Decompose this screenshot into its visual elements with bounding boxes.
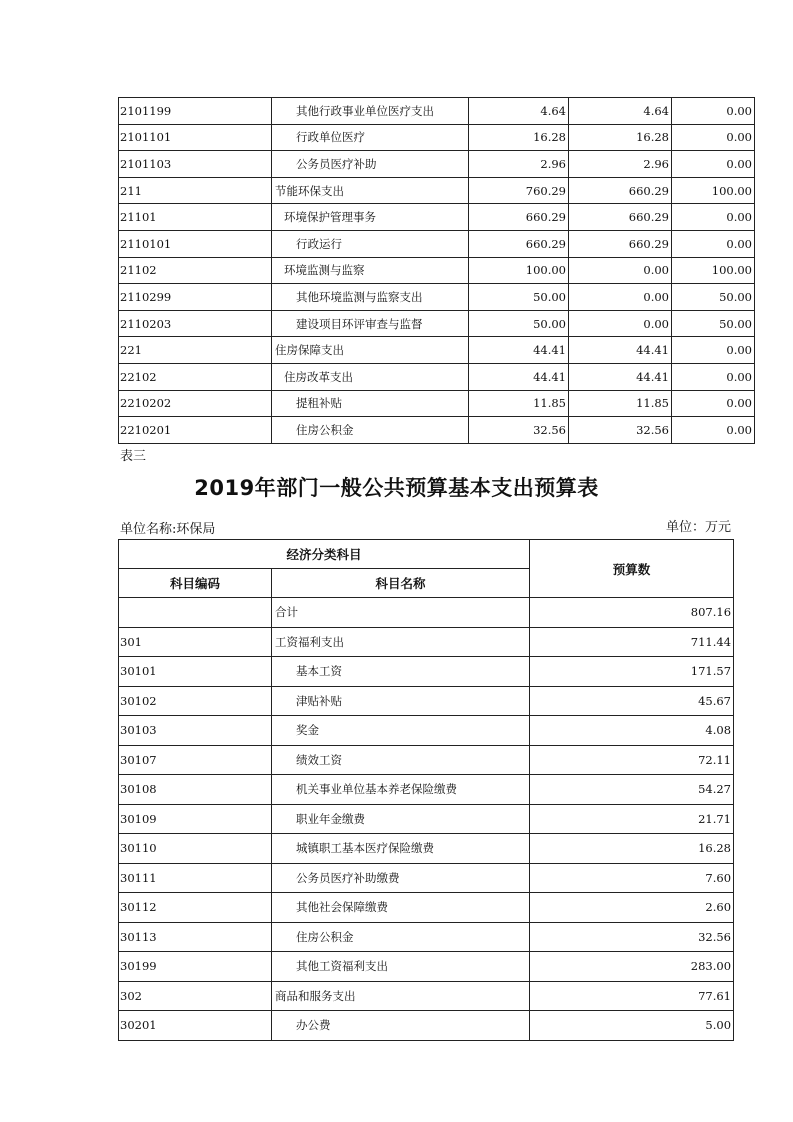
- subject-name-cell: 其他环境监测与监察支出: [272, 284, 469, 311]
- subject-name-cell: 基本工资: [272, 657, 530, 687]
- subject-name-cell: 奖金: [272, 716, 530, 746]
- budget-amount-cell: 21.71: [530, 804, 734, 834]
- basic-amount-cell: 11.85: [569, 390, 672, 417]
- page-title: 2019年部门一般公共预算基本支出预算表: [194, 476, 599, 500]
- subject-name-cell: 公务员医疗补助: [272, 151, 469, 178]
- subject-name-cell: 商品和服务支出: [272, 981, 530, 1011]
- table-row: [119, 1011, 734, 1041]
- budget-amount-cell: 16.28: [530, 834, 734, 864]
- subject-name-cell: 绩效工资: [272, 745, 530, 775]
- table-row: [119, 893, 734, 923]
- table-row: [119, 204, 755, 231]
- subject-name-cell: 行政运行: [272, 230, 469, 257]
- table-row: [119, 863, 734, 893]
- table-row: [119, 177, 755, 204]
- table-row: [119, 686, 734, 716]
- project-amount-cell: 0.00: [672, 390, 755, 417]
- total-amount-cell: 32.56: [469, 417, 569, 444]
- subject-code-cell: 30108: [119, 775, 272, 805]
- subject-code-cell: 30201: [119, 1011, 272, 1041]
- subject-name-cell: 住房改革支出: [272, 363, 469, 390]
- table-row: [119, 834, 734, 864]
- table-row: [119, 952, 734, 982]
- subject-name-cell: 办公费: [272, 1011, 530, 1041]
- subject-name-cell: 住房公积金: [272, 417, 469, 444]
- total-amount-cell: 660.29: [469, 204, 569, 231]
- header-subject-code: 科目编码: [119, 569, 272, 598]
- basic-amount-cell: 16.28: [569, 124, 672, 151]
- total-amount-cell: 44.41: [469, 337, 569, 364]
- project-amount-cell: 0.00: [672, 230, 755, 257]
- subject-code-cell: 2110203: [119, 310, 272, 337]
- table-row: [119, 337, 755, 364]
- subject-name-cell: 住房保障支出: [272, 337, 469, 364]
- table-row: [119, 390, 755, 417]
- table-row: [119, 598, 734, 628]
- budget-amount-cell: 7.60: [530, 863, 734, 893]
- basic-amount-cell: 32.56: [569, 417, 672, 444]
- subject-code-cell: 2101103: [119, 151, 272, 178]
- project-amount-cell: 0.00: [672, 124, 755, 151]
- subject-code-cell: 30112: [119, 893, 272, 923]
- table-row: [119, 775, 734, 805]
- subject-name-cell: 机关事业单位基本养老保险缴费: [272, 775, 530, 805]
- subject-code-cell: 30113: [119, 922, 272, 952]
- table-row: [119, 657, 734, 687]
- table-row: [119, 310, 755, 337]
- total-amount-cell: 11.85: [469, 390, 569, 417]
- table-row: [119, 124, 755, 151]
- subject-name-cell: 环境监测与监察: [272, 257, 469, 284]
- table-row: [119, 804, 734, 834]
- project-amount-cell: 0.00: [672, 337, 755, 364]
- subject-name-cell: 津贴补贴: [272, 686, 530, 716]
- table-row: [119, 981, 734, 1011]
- budget-amount-cell: 72.11: [530, 745, 734, 775]
- project-amount-cell: 0.00: [672, 417, 755, 444]
- budget-amount-cell: 4.08: [530, 716, 734, 746]
- basic-amount-cell: 660.29: [569, 230, 672, 257]
- subject-code-cell: 30199: [119, 952, 272, 982]
- subject-name-cell: 工资福利支出: [272, 627, 530, 657]
- budget-amount-cell: 32.56: [530, 922, 734, 952]
- functional-expenditure-table: [118, 97, 755, 444]
- table-number-label: 表三: [120, 449, 147, 464]
- budget-amount-cell: 77.61: [530, 981, 734, 1011]
- basic-amount-cell: 2.96: [569, 151, 672, 178]
- basic-amount-cell: 0.00: [569, 310, 672, 337]
- total-amount-cell: 2.96: [469, 151, 569, 178]
- table-row: [119, 257, 755, 284]
- total-amount-cell: 100.00: [469, 257, 569, 284]
- budget-amount-cell: 711.44: [530, 627, 734, 657]
- subject-name-cell: 其他行政事业单位医疗支出: [272, 98, 469, 125]
- project-amount-cell: 50.00: [672, 310, 755, 337]
- subject-code-cell: 30109: [119, 804, 272, 834]
- total-amount-cell: 16.28: [469, 124, 569, 151]
- subject-name-cell: 建设项目环评审查与监督: [272, 310, 469, 337]
- subject-code-cell: 30111: [119, 863, 272, 893]
- budget-amount-cell: 283.00: [530, 952, 734, 982]
- subject-code-cell: 21102: [119, 257, 272, 284]
- subject-name-cell: 其他工资福利支出: [272, 952, 530, 982]
- subject-code-cell: 21101: [119, 204, 272, 231]
- project-amount-cell: 100.00: [672, 177, 755, 204]
- total-amount-cell: 50.00: [469, 284, 569, 311]
- subject-name-cell: 公务员医疗补助缴费: [272, 863, 530, 893]
- subject-name-cell: 住房公积金: [272, 922, 530, 952]
- header-economic-category: 经济分类科目: [119, 540, 530, 569]
- table-row: [119, 230, 755, 257]
- budget-amount-cell: 54.27: [530, 775, 734, 805]
- project-amount-cell: 0.00: [672, 98, 755, 125]
- total-amount-cell: 660.29: [469, 230, 569, 257]
- subject-code-cell: 2110101: [119, 230, 272, 257]
- project-amount-cell: 100.00: [672, 257, 755, 284]
- basic-amount-cell: 44.41: [569, 337, 672, 364]
- budget-amount-cell: 2.60: [530, 893, 734, 923]
- subject-code-cell: 30110: [119, 834, 272, 864]
- subject-name-cell: 提租补贴: [272, 390, 469, 417]
- header-subject-name: 科目名称: [272, 569, 530, 598]
- total-amount-cell: 4.64: [469, 98, 569, 125]
- subject-code-cell: 30101: [119, 657, 272, 687]
- subject-code-cell: 211: [119, 177, 272, 204]
- table-row: [119, 716, 734, 746]
- table-row: [119, 922, 734, 952]
- subject-code-cell: 2210202: [119, 390, 272, 417]
- table-row: [119, 745, 734, 775]
- subject-code-cell: 2101199: [119, 98, 272, 125]
- subject-name-cell: 节能环保支出: [272, 177, 469, 204]
- table-row: [119, 417, 755, 444]
- subject-code-cell: 30103: [119, 716, 272, 746]
- table-row: [119, 363, 755, 390]
- table-row: [119, 284, 755, 311]
- subject-name-cell: 合计: [272, 598, 530, 628]
- basic-amount-cell: 4.64: [569, 98, 672, 125]
- subject-code-cell: 221: [119, 337, 272, 364]
- subject-code-cell: 301: [119, 627, 272, 657]
- basic-amount-cell: 0.00: [569, 257, 672, 284]
- subject-code-cell: [119, 598, 272, 628]
- subject-name-cell: 行政单位医疗: [272, 124, 469, 151]
- budget-amount-cell: 171.57: [530, 657, 734, 687]
- project-amount-cell: 0.00: [672, 204, 755, 231]
- subject-code-cell: 2110299: [119, 284, 272, 311]
- table-row: [119, 151, 755, 178]
- budget-amount-cell: 45.67: [530, 686, 734, 716]
- project-amount-cell: 50.00: [672, 284, 755, 311]
- header-budget-amount: 预算数: [530, 540, 734, 598]
- subject-code-cell: 2210201: [119, 417, 272, 444]
- basic-expenditure-table: [118, 539, 734, 1041]
- subject-code-cell: 30107: [119, 745, 272, 775]
- subject-name-cell: 环境保护管理事务: [272, 204, 469, 231]
- table-row: [119, 98, 755, 125]
- subject-code-cell: 22102: [119, 363, 272, 390]
- project-amount-cell: 0.00: [672, 151, 755, 178]
- basic-amount-cell: 0.00: [569, 284, 672, 311]
- budget-amount-cell: 807.16: [530, 598, 734, 628]
- subject-code-cell: 302: [119, 981, 272, 1011]
- total-amount-cell: 760.29: [469, 177, 569, 204]
- table-row: [119, 627, 734, 657]
- unit-name-label: 单位名称:环保局: [120, 522, 216, 537]
- subject-name-cell: 职业年金缴费: [272, 804, 530, 834]
- total-amount-cell: 50.00: [469, 310, 569, 337]
- subject-name-cell: 其他社会保障缴费: [272, 893, 530, 923]
- subject-name-cell: 城镇职工基本医疗保险缴费: [272, 834, 530, 864]
- currency-unit-label: 单位：万元: [665, 520, 731, 535]
- total-amount-cell: 44.41: [469, 363, 569, 390]
- subject-code-cell: 30102: [119, 686, 272, 716]
- basic-amount-cell: 660.29: [569, 204, 672, 231]
- project-amount-cell: 0.00: [672, 363, 755, 390]
- subject-code-cell: 2101101: [119, 124, 272, 151]
- basic-amount-cell: 660.29: [569, 177, 672, 204]
- budget-amount-cell: 5.00: [530, 1011, 734, 1041]
- basic-amount-cell: 44.41: [569, 363, 672, 390]
